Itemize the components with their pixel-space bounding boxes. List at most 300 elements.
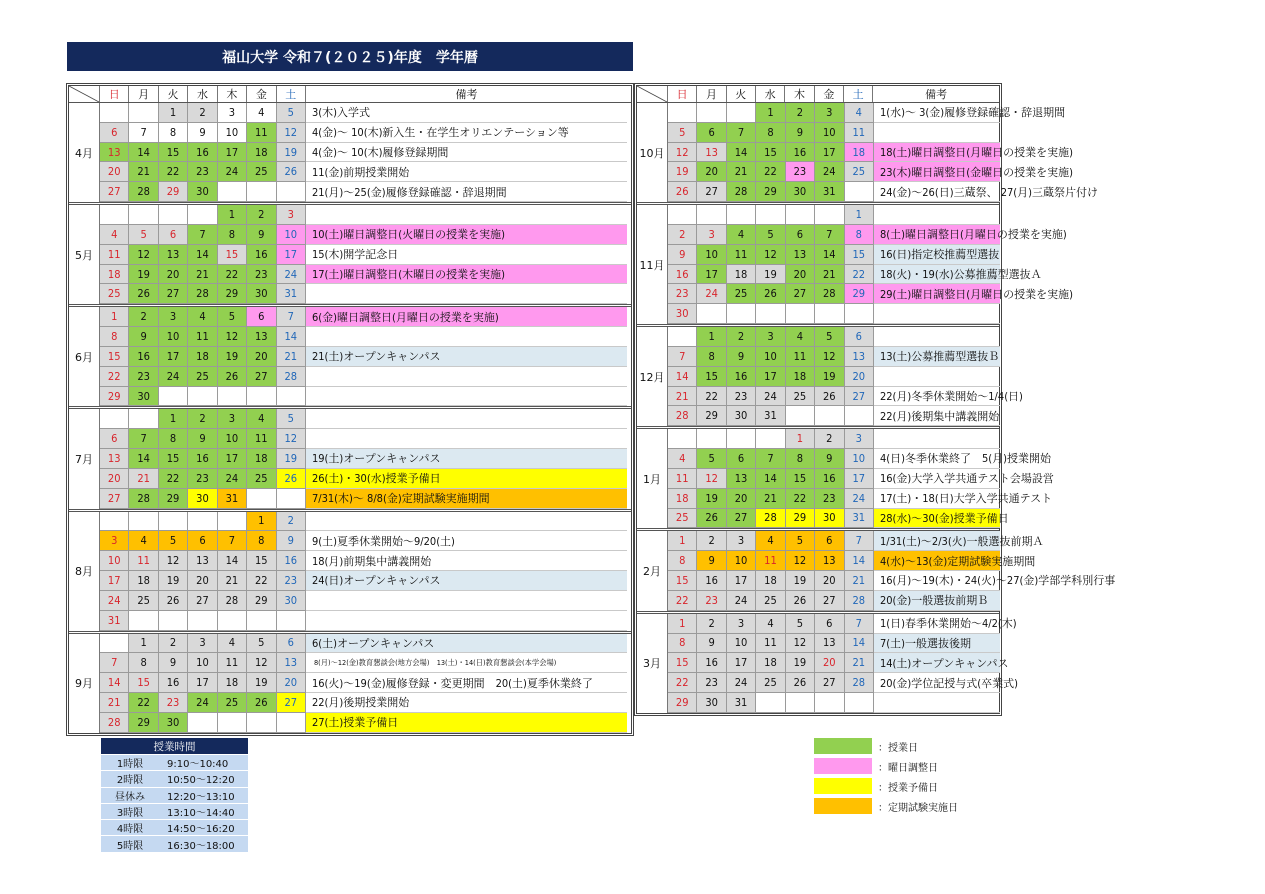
day-cell: 28 bbox=[188, 284, 217, 304]
day-cell: 30 bbox=[815, 509, 844, 529]
month-block bbox=[637, 103, 1099, 205]
day-cell: 10 bbox=[188, 653, 217, 673]
day-cell: 18 bbox=[786, 367, 815, 387]
day-cell: 20 bbox=[786, 265, 815, 285]
note-cell bbox=[306, 512, 627, 532]
note-cell bbox=[306, 591, 627, 611]
class-time-row bbox=[101, 835, 248, 851]
page-title: 福山大学 令和７(２０２５)年度 学年暦 bbox=[67, 42, 633, 71]
day-cell: 7 bbox=[727, 123, 756, 143]
day-cell: 15 bbox=[845, 245, 874, 265]
day-cell: 29 bbox=[756, 182, 785, 202]
day-cell: 3 bbox=[188, 634, 217, 654]
day-cell: 22 bbox=[159, 162, 188, 182]
day-cell: 12 bbox=[786, 634, 815, 654]
day-cell bbox=[218, 182, 247, 202]
day-cell: 15 bbox=[159, 449, 188, 469]
note-cell: 21(月)～25(金)履修登録確認・辞退期間 bbox=[306, 182, 627, 202]
day-cell: 23 bbox=[188, 469, 217, 489]
weekday-header-row bbox=[69, 86, 631, 103]
day-cell: 27 bbox=[697, 182, 726, 202]
day-cell: 23 bbox=[697, 591, 726, 611]
day-cell: 28 bbox=[277, 367, 306, 387]
day-cell: 22 bbox=[247, 571, 276, 591]
day-cell bbox=[277, 713, 306, 733]
note-cell bbox=[306, 284, 627, 304]
day-cell: 25 bbox=[188, 367, 217, 387]
day-cell: 8 bbox=[100, 327, 129, 347]
day-cell: 19 bbox=[786, 653, 815, 673]
note-cell: 18(月)前期集中講義開始 bbox=[306, 551, 627, 571]
legend-swatch bbox=[814, 778, 872, 794]
day-cell: 14 bbox=[815, 245, 844, 265]
day-cell: 4 bbox=[188, 307, 217, 327]
month-rows bbox=[668, 327, 1023, 426]
day-cell bbox=[218, 387, 247, 407]
day-cell: 10 bbox=[697, 245, 726, 265]
day-cell: 28 bbox=[129, 182, 158, 202]
note-cell: 15(木)開学記念日 bbox=[306, 245, 627, 265]
day-cell bbox=[129, 409, 158, 429]
day-cell bbox=[159, 611, 188, 631]
week-row bbox=[668, 571, 1116, 591]
day-cell: 25 bbox=[845, 162, 874, 182]
day-cell: 5 bbox=[668, 123, 697, 143]
day-cell: 31 bbox=[100, 611, 129, 631]
day-cell: 24 bbox=[697, 284, 726, 304]
day-cell: 28 bbox=[756, 509, 785, 529]
day-cell: 20 bbox=[247, 347, 276, 367]
day-cell bbox=[727, 205, 756, 225]
day-cell: 30 bbox=[129, 387, 158, 407]
day-cell: 9 bbox=[697, 551, 726, 571]
day-cell bbox=[845, 406, 874, 426]
legend-label: ：曜日調整日 bbox=[878, 762, 938, 774]
day-cell: 18 bbox=[247, 449, 276, 469]
month-block bbox=[637, 205, 1073, 327]
note-cell: 8(土)曜日調整日(月曜日の授業を実施) bbox=[874, 225, 1000, 245]
day-cell: 26 bbox=[277, 162, 306, 182]
day-cell: 29 bbox=[247, 591, 276, 611]
day-cell bbox=[218, 611, 247, 631]
day-cell: 13 bbox=[815, 634, 844, 654]
day-cell: 16 bbox=[188, 143, 217, 163]
day-cell: 7 bbox=[845, 614, 874, 634]
day-cell: 16 bbox=[727, 367, 756, 387]
day-cell: 31 bbox=[277, 284, 306, 304]
day-cell: 13 bbox=[845, 347, 874, 367]
week-row bbox=[100, 693, 627, 713]
day-cell: 5 bbox=[277, 103, 306, 123]
note-cell bbox=[874, 123, 1000, 143]
class-time-row bbox=[101, 770, 248, 786]
day-cell: 14 bbox=[845, 634, 874, 654]
day-cell: 28 bbox=[727, 182, 756, 202]
day-cell bbox=[756, 304, 785, 324]
day-cell: 27 bbox=[159, 284, 188, 304]
month-label: 1月 bbox=[637, 429, 668, 528]
month-block bbox=[69, 205, 631, 307]
week-row bbox=[668, 693, 1000, 713]
note-cell bbox=[306, 611, 627, 631]
day-cell: 13 bbox=[786, 245, 815, 265]
day-cell: 16 bbox=[815, 469, 844, 489]
week-row bbox=[668, 143, 1073, 163]
day-cell bbox=[129, 611, 158, 631]
day-cell bbox=[786, 205, 815, 225]
day-cell: 30 bbox=[697, 693, 726, 713]
week-row bbox=[668, 123, 1000, 143]
weekday-header-cell: 火 bbox=[727, 86, 756, 102]
day-cell: 10 bbox=[218, 123, 247, 143]
day-cell: 17 bbox=[277, 245, 306, 265]
month-rows bbox=[668, 531, 1116, 610]
period-time: 12:20～13:10 bbox=[167, 791, 235, 803]
day-cell bbox=[277, 489, 306, 509]
day-cell: 7 bbox=[100, 653, 129, 673]
day-cell: 21 bbox=[815, 265, 844, 285]
note-cell bbox=[306, 409, 627, 429]
day-cell: 3 bbox=[815, 103, 844, 123]
month-label: 5月 bbox=[69, 205, 100, 304]
note-cell bbox=[874, 367, 1000, 387]
day-cell: 12 bbox=[247, 653, 276, 673]
day-cell: 29 bbox=[100, 387, 129, 407]
day-cell: 12 bbox=[159, 551, 188, 571]
day-cell: 13 bbox=[188, 551, 217, 571]
day-cell: 6 bbox=[815, 531, 844, 551]
week-row bbox=[668, 182, 1099, 202]
day-cell: 12 bbox=[277, 123, 306, 143]
week-row bbox=[668, 653, 1009, 673]
day-cell: 18 bbox=[247, 143, 276, 163]
week-row bbox=[668, 347, 1000, 367]
week-row bbox=[100, 611, 627, 631]
day-cell: 29 bbox=[845, 284, 874, 304]
day-cell: 1 bbox=[668, 614, 697, 634]
day-cell: 5 bbox=[159, 531, 188, 551]
period-time: 13:10～14:40 bbox=[167, 808, 235, 820]
weekday-header-cell: 月 bbox=[697, 86, 726, 102]
note-cell: 10(土)曜日調整日(火曜日の授業を実施) bbox=[306, 225, 627, 245]
week-row bbox=[668, 367, 1000, 387]
day-cell: 2 bbox=[188, 409, 217, 429]
day-cell: 23 bbox=[188, 162, 217, 182]
day-cell bbox=[188, 611, 217, 631]
day-cell: 21 bbox=[188, 265, 217, 285]
weekday-header-cell: 土 bbox=[844, 86, 873, 102]
day-cell: 11 bbox=[756, 634, 785, 654]
day-cell: 25 bbox=[786, 387, 815, 407]
period-time: 16:30～18:00 bbox=[167, 840, 235, 852]
note-cell bbox=[874, 327, 1000, 347]
day-cell: 27 bbox=[845, 387, 874, 407]
day-cell: 11 bbox=[727, 245, 756, 265]
day-cell: 16 bbox=[188, 449, 217, 469]
day-cell bbox=[247, 489, 276, 509]
day-cell: 16 bbox=[786, 143, 815, 163]
day-cell: 17 bbox=[697, 265, 726, 285]
day-cell: 18 bbox=[218, 673, 247, 693]
note-cell: 11(金)前期授業開始 bbox=[306, 162, 627, 182]
month-rows bbox=[668, 429, 1054, 528]
day-cell: 20 bbox=[277, 673, 306, 693]
day-cell bbox=[100, 205, 129, 225]
day-cell: 20 bbox=[727, 489, 756, 509]
period-time: 9:10～10:40 bbox=[167, 759, 229, 771]
weekday-header-cell: 日 bbox=[668, 86, 697, 102]
day-cell: 5 bbox=[129, 225, 158, 245]
day-cell bbox=[247, 611, 276, 631]
day-cell bbox=[100, 409, 129, 429]
week-row bbox=[100, 123, 627, 143]
day-cell: 23 bbox=[815, 489, 844, 509]
note-cell: 20(金)学位記授与式(卒業式) bbox=[874, 673, 1000, 693]
day-cell: 5 bbox=[247, 634, 276, 654]
day-cell: 1 bbox=[218, 205, 247, 225]
day-cell: 19 bbox=[668, 162, 697, 182]
class-time-row bbox=[101, 754, 248, 770]
day-cell: 18 bbox=[756, 571, 785, 591]
day-cell: 7 bbox=[129, 429, 158, 449]
day-cell: 17 bbox=[218, 143, 247, 163]
day-cell bbox=[188, 205, 217, 225]
day-cell: 26 bbox=[756, 284, 785, 304]
day-cell: 25 bbox=[727, 284, 756, 304]
day-cell bbox=[188, 512, 217, 532]
note-cell bbox=[306, 327, 627, 347]
legend-label: ：授業日 bbox=[878, 742, 918, 754]
day-cell: 26 bbox=[786, 591, 815, 611]
note-cell: 1/31(土)～2/3(火)一般選抜前期Ａ bbox=[874, 531, 1000, 551]
day-cell: 7 bbox=[815, 225, 844, 245]
day-cell: 14 bbox=[668, 367, 697, 387]
color-legend bbox=[814, 736, 958, 816]
weekday-header-cell: 水 bbox=[188, 86, 217, 102]
day-cell: 13 bbox=[159, 245, 188, 265]
note-cell: 1(水)～ 3(金)履修登録確認・辞退期間 bbox=[874, 103, 1000, 123]
day-cell: 6 bbox=[727, 449, 756, 469]
day-cell: 1 bbox=[845, 205, 874, 225]
day-cell bbox=[218, 713, 247, 733]
day-cell bbox=[697, 205, 726, 225]
day-cell: 28 bbox=[100, 713, 129, 733]
note-cell: 14(土)オープンキャンパス bbox=[874, 653, 1000, 673]
weekday-header-cell: 日 bbox=[100, 86, 129, 102]
note-cell: 16(月)～19(木)・24(火)～27(金)学部学科別行事 bbox=[874, 571, 1000, 591]
day-cell: 14 bbox=[727, 143, 756, 163]
week-row bbox=[100, 634, 627, 654]
day-cell: 30 bbox=[727, 406, 756, 426]
weekday-header-cell: 木 bbox=[218, 86, 247, 102]
week-row bbox=[100, 307, 627, 327]
period-time: 14:50～16:20 bbox=[167, 824, 235, 836]
day-cell: 23 bbox=[727, 387, 756, 407]
week-row bbox=[100, 143, 627, 163]
note-cell: 8(月)～12(金)教育懇談会(地方会場) 13(土)・14(日)教育懇談会(本学会場) bbox=[306, 653, 627, 673]
day-cell: 26 bbox=[218, 367, 247, 387]
week-row bbox=[100, 182, 627, 202]
week-row bbox=[100, 367, 627, 387]
day-cell: 23 bbox=[786, 162, 815, 182]
week-row bbox=[668, 509, 1009, 529]
day-cell: 18 bbox=[188, 347, 217, 367]
note-cell: 24(日)オープンキャンパス bbox=[306, 571, 627, 591]
day-cell: 29 bbox=[159, 182, 188, 202]
day-cell: 14 bbox=[845, 551, 874, 571]
week-row bbox=[100, 265, 627, 285]
week-row bbox=[668, 205, 1000, 225]
class-times-table bbox=[101, 738, 248, 852]
day-cell bbox=[129, 205, 158, 225]
day-cell: 19 bbox=[277, 143, 306, 163]
day-cell: 3 bbox=[218, 409, 247, 429]
week-row bbox=[668, 673, 1018, 693]
day-cell: 31 bbox=[727, 693, 756, 713]
day-cell: 31 bbox=[815, 182, 844, 202]
day-cell: 14 bbox=[100, 673, 129, 693]
day-cell: 21 bbox=[218, 571, 247, 591]
day-cell: 4 bbox=[756, 531, 785, 551]
month-label: 7月 bbox=[69, 409, 100, 508]
week-row bbox=[100, 489, 627, 509]
day-cell: 8 bbox=[668, 551, 697, 571]
day-cell: 3 bbox=[218, 103, 247, 123]
week-row bbox=[100, 409, 627, 429]
weekday-header-cell: 木 bbox=[785, 86, 814, 102]
month-rows bbox=[100, 409, 627, 508]
day-cell: 24 bbox=[218, 162, 247, 182]
month-label: 12月 bbox=[637, 327, 668, 426]
note-cell: 29(土)曜日調整日(月曜日の授業を実施) bbox=[874, 284, 1000, 304]
week-row bbox=[100, 225, 627, 245]
weekday-header-cell: 水 bbox=[756, 86, 785, 102]
month-block bbox=[69, 103, 631, 205]
day-cell: 13 bbox=[277, 653, 306, 673]
day-cell: 30 bbox=[247, 284, 276, 304]
weekday-header-row bbox=[637, 86, 999, 103]
day-cell: 20 bbox=[815, 653, 844, 673]
note-cell bbox=[874, 429, 1000, 449]
day-cell bbox=[277, 611, 306, 631]
day-cell: 15 bbox=[756, 143, 785, 163]
month-rows bbox=[668, 205, 1073, 324]
day-cell: 8 bbox=[129, 653, 158, 673]
day-cell: 27 bbox=[786, 284, 815, 304]
week-row bbox=[100, 653, 627, 673]
day-cell: 30 bbox=[159, 713, 188, 733]
note-cell: 4(水)～13(金)定期試験実施期間 bbox=[874, 551, 1000, 571]
week-row bbox=[668, 406, 1000, 426]
day-cell: 19 bbox=[159, 571, 188, 591]
week-row bbox=[668, 429, 1000, 449]
day-cell: 16 bbox=[247, 245, 276, 265]
day-cell: 4 bbox=[247, 409, 276, 429]
week-row bbox=[100, 713, 627, 733]
day-cell: 4 bbox=[756, 614, 785, 634]
legend-swatch bbox=[814, 738, 872, 754]
day-cell: 28 bbox=[218, 591, 247, 611]
day-cell: 22 bbox=[697, 387, 726, 407]
week-row bbox=[668, 591, 1000, 611]
day-cell bbox=[845, 693, 874, 713]
note-cell: 7/31(木)～ 8/8(金)定期試験実施期間 bbox=[306, 489, 627, 509]
day-cell bbox=[845, 182, 874, 202]
day-cell bbox=[247, 182, 276, 202]
class-time-row bbox=[101, 803, 248, 819]
week-row bbox=[668, 225, 1067, 245]
day-cell: 1 bbox=[756, 103, 785, 123]
day-cell: 26 bbox=[668, 182, 697, 202]
day-cell: 8 bbox=[218, 225, 247, 245]
day-cell bbox=[815, 205, 844, 225]
day-cell: 15 bbox=[159, 143, 188, 163]
note-cell: 16(金)大学入学共通テスト会場設営 bbox=[874, 469, 1000, 489]
day-cell bbox=[786, 406, 815, 426]
day-cell: 8 bbox=[786, 449, 815, 469]
day-cell: 2 bbox=[159, 634, 188, 654]
day-cell: 27 bbox=[188, 591, 217, 611]
day-cell: 31 bbox=[845, 509, 874, 529]
day-cell: 2 bbox=[129, 307, 158, 327]
day-cell: 11 bbox=[668, 469, 697, 489]
day-cell: 24 bbox=[159, 367, 188, 387]
day-cell: 2 bbox=[277, 512, 306, 532]
day-cell: 4 bbox=[786, 327, 815, 347]
day-cell: 24 bbox=[815, 162, 844, 182]
day-cell: 13 bbox=[815, 551, 844, 571]
note-cell: 28(水)～30(金)授業予備日 bbox=[874, 509, 1000, 529]
note-cell: 27(土)授業予備日 bbox=[306, 713, 627, 733]
week-row bbox=[668, 162, 1073, 182]
note-cell: 21(土)オープンキャンパス bbox=[306, 347, 627, 367]
day-cell: 11 bbox=[845, 123, 874, 143]
day-cell: 30 bbox=[188, 182, 217, 202]
note-cell: 9(土)夏季休業開始～9/20(土) bbox=[306, 531, 627, 551]
note-cell: 6(金)曜日調整日(月曜日の授業を実施) bbox=[306, 307, 627, 327]
month-rows bbox=[668, 103, 1099, 202]
day-cell: 21 bbox=[100, 693, 129, 713]
week-row bbox=[100, 327, 627, 347]
day-cell: 27 bbox=[727, 509, 756, 529]
day-cell: 22 bbox=[100, 367, 129, 387]
day-cell: 26 bbox=[247, 693, 276, 713]
month-block bbox=[637, 327, 1023, 429]
day-cell: 29 bbox=[159, 489, 188, 509]
day-cell: 30 bbox=[786, 182, 815, 202]
day-cell: 2 bbox=[727, 327, 756, 347]
period-label: 3時限 bbox=[116, 808, 144, 820]
week-row bbox=[100, 449, 627, 469]
day-cell: 24 bbox=[218, 469, 247, 489]
day-cell: 20 bbox=[815, 571, 844, 591]
day-cell: 1 bbox=[668, 531, 697, 551]
day-cell: 20 bbox=[100, 469, 129, 489]
header-corner bbox=[637, 86, 668, 102]
day-cell: 23 bbox=[277, 571, 306, 591]
day-cell: 19 bbox=[756, 265, 785, 285]
day-cell bbox=[100, 634, 129, 654]
day-cell: 27 bbox=[100, 182, 129, 202]
day-cell: 5 bbox=[277, 409, 306, 429]
day-cell: 24 bbox=[727, 673, 756, 693]
day-cell: 12 bbox=[218, 327, 247, 347]
day-cell bbox=[786, 693, 815, 713]
day-cell: 13 bbox=[727, 469, 756, 489]
day-cell: 28 bbox=[845, 591, 874, 611]
note-cell bbox=[874, 205, 1000, 225]
day-cell: 13 bbox=[697, 143, 726, 163]
